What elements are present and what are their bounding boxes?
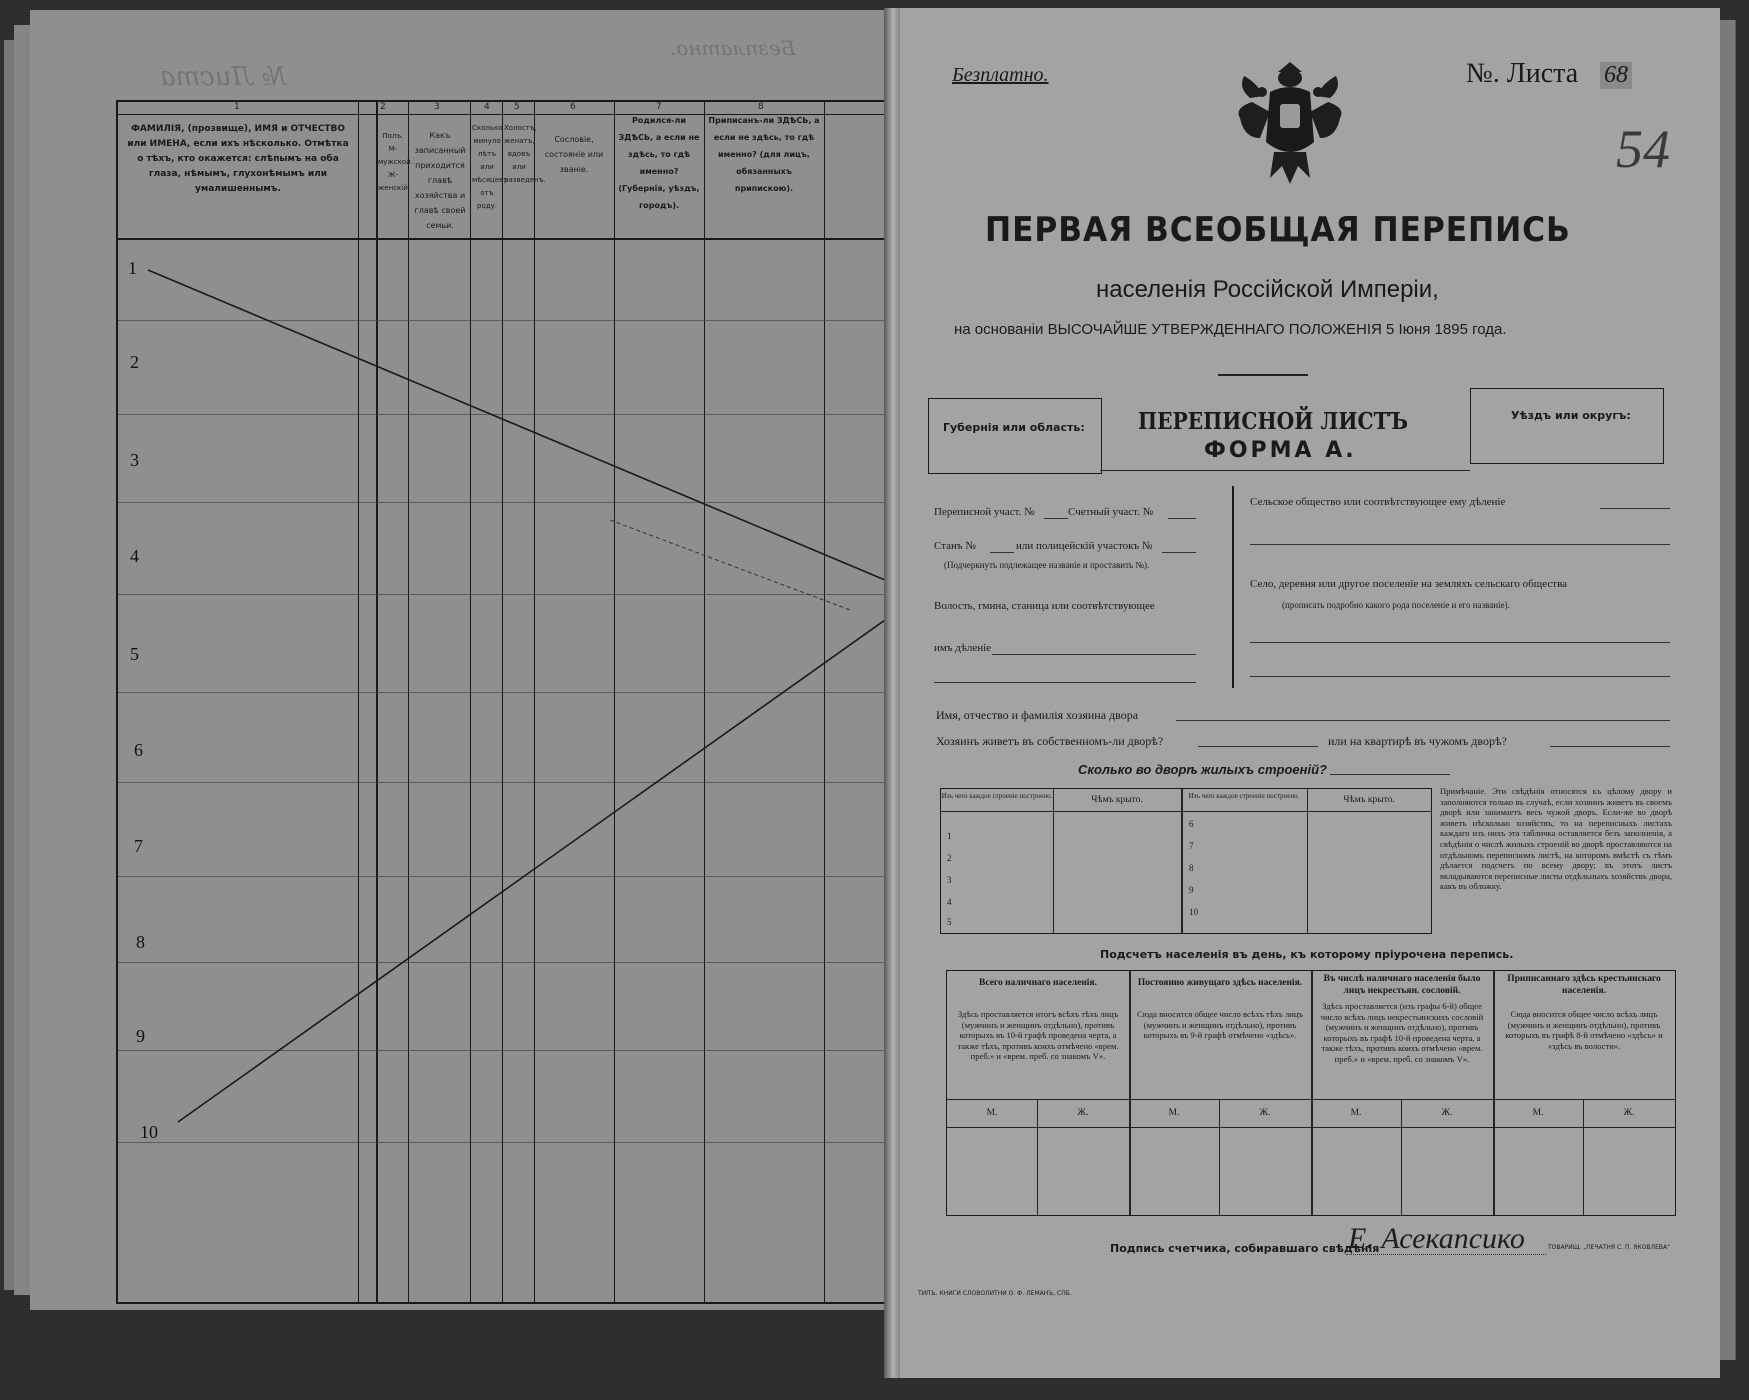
page-title: ПЕРВАЯ ВСЕОБЩАЯ ПЕРЕПИСЬ	[985, 210, 1571, 250]
row-number: 6	[134, 740, 143, 760]
build-row-number: 5	[947, 917, 952, 927]
field-count-section: Счетный участ. №	[1068, 506, 1154, 518]
female-label: Ж.	[1441, 1108, 1453, 1118]
field-line	[1600, 508, 1670, 509]
owner-lives-label: Хозяинъ живетъ въ собственномъ-ли дворѣ?	[936, 734, 1164, 748]
header-registration: Приписанъ-ли ЗДѢСЬ, а если не здѣсь, то гдѣ именно? (для лицъ, обязанныхъ припискою).	[708, 116, 820, 193]
buildings-note: Примѣчаніе. Эти свѣдѣнія относятся къ цѣлому двору и заполняются только въ случаѣ, если хозяинъ живетъ въ своемъ дворѣ или занимаетъ весь чужой дворъ. Если-же во дворѣ живетъ нѣсколько хозяйствъ, то на переписныхъ листахъ каждаго изъ нихъ эта табличка оставляется безъ заполненія, а свѣдѣнія о числѣ жилыхъ строеній во дворѣ проставляются на отдѣльномъ переписномъ листѣ, на которомъ вмѣстѣ съ тѣмъ дѣлается подсчетъ по всему двору; въ этотъ листъ вкладываются переписные листы отдѣльныхъ хозяйствъ двора, какъ въ обложку.	[1440, 786, 1672, 892]
form-subtitle: ФОРМА А.	[1204, 438, 1357, 463]
free-label: Безплатно.	[952, 64, 1049, 86]
field-line	[1250, 676, 1670, 677]
build-header: Чѣмъ крыто.	[1091, 795, 1143, 805]
field-line	[1250, 642, 1670, 643]
column-number: 8	[758, 102, 764, 112]
cancellation-line-up	[178, 620, 885, 1122]
count-table	[946, 970, 1676, 1216]
column-number: 1	[234, 102, 240, 112]
field-rural-society: Сельское общество или соотвѣтствующее ему дѣленіе	[1250, 496, 1506, 508]
enumerator-signature: Е. Асекапсико	[1348, 1222, 1525, 1255]
count-column-body: Сюда вносится общее число всѣхъ лицъ (мужчинъ и женщинъ отдѣльно), противъ которыхъ въ графѣ 8-й отмѣчено «здѣсь» и «здѣсь въ волости».	[1505, 1009, 1663, 1051]
field-line	[990, 552, 1014, 553]
build-row-number: 8	[1189, 863, 1194, 873]
female-label: Ж.	[1623, 1108, 1635, 1118]
legal-basis: на основаніи ВЫСОЧАЙШЕ УТВЕРЖДЕННАГО ПОЛОЖЕНІЯ 5 Іюня 1895 года.	[954, 321, 1507, 338]
count-column-head: Въ числѣ наличнаго населенія было лицъ некрестьян. сословій.	[1323, 974, 1481, 996]
left-page	[30, 10, 885, 1310]
build-row-number: 10	[1189, 907, 1198, 917]
printer-imprint-right: ТОВАРИЩ. „ПЕЧАТНЯ С. П. ЯКОВЛЕВА“	[1548, 1244, 1671, 1251]
build-header: Чѣмъ крыто.	[1343, 795, 1395, 805]
signature-line	[1346, 1254, 1546, 1255]
printer-imprint-left: ТИПЪ. КНИГИ СЛОВОЛИТНИ О. Ф. ЛЕМАНЪ, СПБ.	[918, 1290, 1072, 1297]
header-relation: Какъ записанный приходится главѣ хозяйства и главѣ своей семьи.	[414, 131, 466, 230]
count-title: Подсчетъ населенія въ день, къ которому пріурочена перепись.	[1100, 948, 1514, 961]
header-sex: Полъ. М-мужской. Ж-женскій.	[378, 132, 413, 192]
handwritten-page-number: 54	[1616, 119, 1670, 179]
cancellation-lines	[30, 10, 885, 1310]
field-police-section: или полицейскій участокъ №	[1016, 540, 1153, 552]
field-village-hint: (прописать подробно какого рода поселеніе и его названіе).	[1282, 600, 1510, 610]
right-page	[900, 8, 1720, 1378]
header-name: ФАМИЛІЯ, (прозвище), ИМЯ и ОТЧЕСТВО или ИМЕНА, если ихъ нѣсколько. Отмѣтка о тѣхъ, кто окажется: слѣпымъ на оба глаза, нѣмымъ, глухонѣмымъ или умалишеннымъ.	[127, 124, 349, 194]
field-hint: (Подчеркнуть подлежащее названіе и проставить №).	[944, 560, 1150, 570]
owner-label: Имя, отчество и фамилія хозяина двора	[936, 708, 1139, 722]
build-header: Изъ чего каждое строеніе построено.	[941, 792, 1053, 800]
female-label: Ж.	[1077, 1108, 1089, 1118]
field-village: Село, деревня или другое поселеніе на земляхъ сельскаго общества	[1250, 578, 1568, 590]
district-label: Уѣздъ или округъ:	[1511, 409, 1631, 422]
build-row-number: 2	[947, 853, 952, 863]
field-line	[1550, 746, 1670, 747]
field-division: имъ дѣленіе	[934, 642, 992, 654]
build-row-number: 6	[1189, 819, 1194, 829]
form-title: ПЕРЕПИСНОЙ ЛИСТЪ	[1138, 408, 1409, 435]
row-number: 5	[130, 644, 139, 664]
page-subtitle: населенія Россійской Имперіи,	[1096, 276, 1439, 303]
row-number: 1	[128, 258, 137, 278]
count-column-head: Всего наличнаго населенія.	[979, 978, 1097, 988]
build-header: Изъ чего каждое строеніе построено.	[1188, 792, 1300, 800]
header-estate: Сословіе, состояніе или званіе.	[544, 135, 604, 174]
governorate-box	[928, 398, 1102, 474]
build-row-number: 1	[947, 831, 952, 841]
coat-of-arms-icon	[1230, 58, 1350, 193]
field-line	[1250, 544, 1670, 545]
count-column-body: Сюда вносится общее число всѣхъ тѣхъ лицъ (мужчинъ и женщинъ отдѣльно), противъ которыхъ въ 9-й графѣ отмѣчено «здѣсь».	[1137, 1009, 1303, 1040]
column-number: 6	[570, 102, 576, 112]
column-number: 2	[380, 102, 386, 112]
count-column-body: Здѣсь проставляется (изъ графы 6-й) общее число всѣхъ лицъ некрестьянскихъ сословій (мужчинъ и женщинъ отдѣльно), противъ которыхъ въ графѣ 10-й проведена черта, а также тѣхъ, противъ коихъ отмѣчено «врем. преб.» и «врем. преб. со знакомъ V».	[1320, 1001, 1484, 1064]
male-label: М.	[1350, 1108, 1362, 1118]
field-volost: Волость, гмина, станица или соотвѣтствующее	[934, 600, 1155, 612]
cancellation-line-dashed	[610, 520, 850, 610]
field-census-section: Переписной участ. №	[934, 506, 1035, 518]
signature-label: Подпись счетчика, собиравшаго свѣдѣнія	[1110, 1242, 1380, 1255]
header-marital: Холостъ, женатъ, вдовъ или разведенъ.	[504, 124, 546, 184]
field-line	[1330, 774, 1450, 775]
field-camp: Станъ №	[934, 540, 976, 552]
count-column-head: Приписаннаго здѣсь крестьянскаго населенія.	[1507, 974, 1661, 996]
header-rule	[1100, 470, 1470, 471]
fields-divider	[1232, 486, 1234, 688]
buildings-table	[940, 788, 1432, 934]
field-line	[1176, 720, 1670, 721]
column-number: 4	[484, 102, 490, 112]
male-label: М.	[1168, 1108, 1180, 1118]
header-birthplace: Родился-ли ЗДѢСЬ, а если не здѣсь, то гдѣ именно? (Губернія, уѣздъ, городъ).	[618, 116, 700, 210]
ghost-stamp-text: Безплатно.	[670, 36, 796, 60]
build-row-number: 9	[1189, 885, 1194, 895]
male-label: М.	[986, 1108, 998, 1118]
field-line	[934, 682, 1196, 683]
build-row-number: 4	[947, 897, 952, 907]
row-number: 2	[130, 352, 139, 372]
apartment-label: или на квартирѣ въ чужомъ дворѣ?	[1328, 734, 1507, 748]
header-age: Сколько минуло лѣтъ или мѣсяцевъ отъ роду.	[472, 124, 509, 210]
ghost-sheet-number: № Листа	[160, 62, 287, 92]
field-line	[1044, 518, 1068, 519]
field-line	[1168, 518, 1196, 519]
sheet-label: №. Листа	[1466, 58, 1579, 89]
row-number: 8	[136, 932, 145, 952]
district-box	[1470, 388, 1664, 464]
count-column-body: Здѣсь проставляется итогъ всѣхъ тѣхъ лицъ (мужчинъ и женщинъ отдѣльно), противъ которыхъ въ 10-й графѣ проведена черта, а также тѣхъ, противъ коихъ отмѣчено «врем. преб.» и «врем. преб. со знакомъ V».	[957, 1009, 1119, 1061]
field-line	[1162, 552, 1196, 553]
field-line	[992, 654, 1196, 655]
row-number: 3	[130, 450, 139, 470]
male-label: М.	[1532, 1108, 1544, 1118]
field-line	[1198, 746, 1318, 747]
column-number: 7	[656, 102, 662, 112]
count-column-head: Постоянно живущаго здѣсь населенія.	[1137, 978, 1303, 988]
row-number: 9	[136, 1026, 145, 1046]
row-number: 4	[130, 546, 139, 566]
build-row-number: 3	[947, 875, 952, 885]
column-number: 3	[434, 102, 440, 112]
row-number: 10	[140, 1122, 158, 1142]
build-row-number: 7	[1189, 841, 1194, 851]
sheet-value: 68	[1600, 62, 1632, 89]
female-label: Ж.	[1259, 1108, 1271, 1118]
ornament-rule	[1218, 374, 1308, 376]
column-number: 5	[514, 102, 520, 112]
cancellation-line-down	[148, 270, 885, 580]
row-number: 7	[134, 836, 143, 856]
buildings-question: Сколько во дворѣ жилыхъ строеній?	[1078, 762, 1327, 777]
governorate-label: Губернія или область:	[943, 421, 1085, 434]
